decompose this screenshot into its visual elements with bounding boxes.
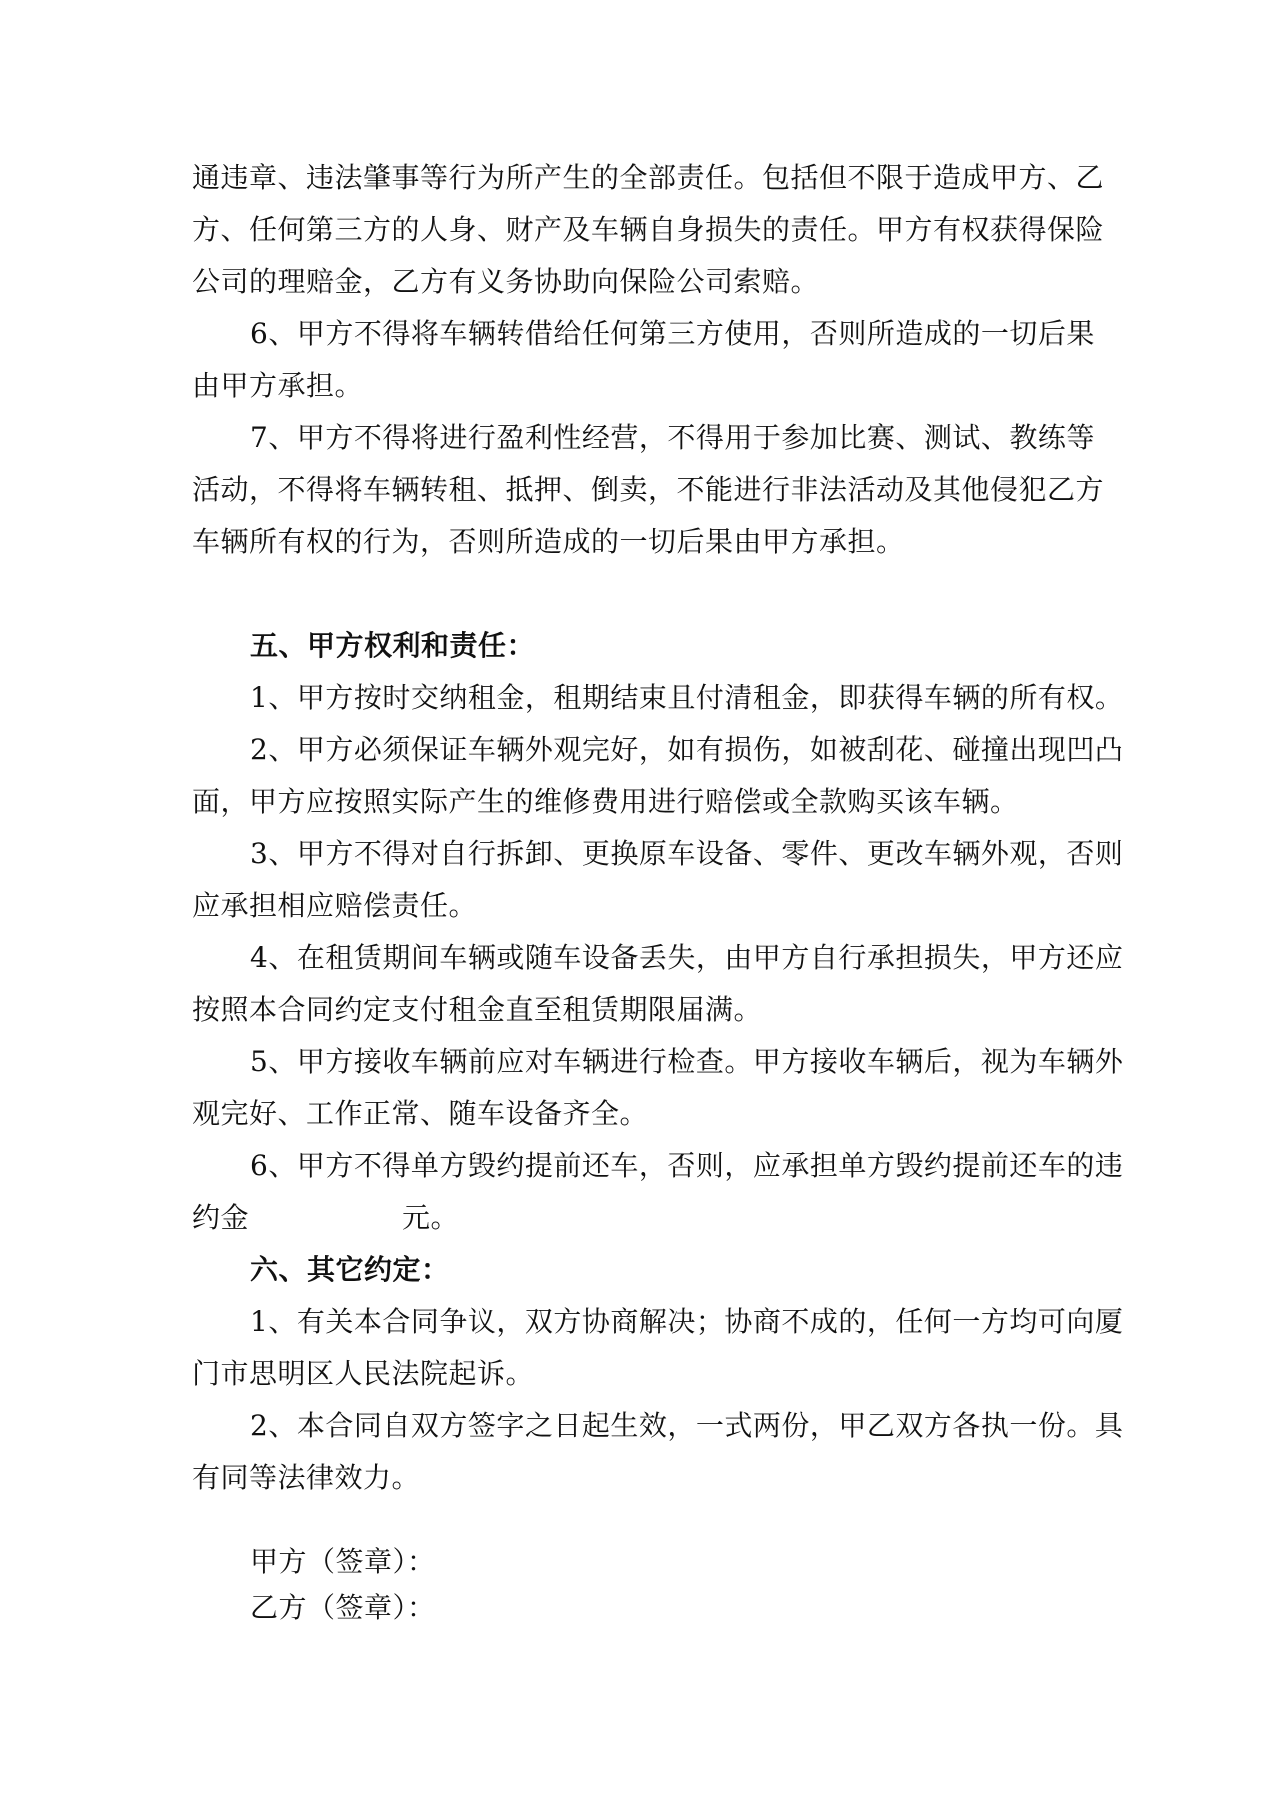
paragraph-line: 元。 [402, 1201, 460, 1234]
paragraph-line: 1、有关本合同争议，双方协商解决；协商不成的，任何一方均可向厦 [250, 1305, 1124, 1338]
paragraph-line: 1、甲方按时交纳租金，租期结束且付清租金，即获得车辆的所有权。 [250, 681, 1124, 714]
paragraph-line: 2、本合同自双方签字之日起生效，一式两份，甲乙双方各执一份。具 [250, 1409, 1124, 1442]
section-heading: 六、其它约定： [250, 1253, 450, 1286]
paragraph-line: 3、甲方不得对自行拆卸、更换原车设备、零件、更改车辆外观，否则 [250, 837, 1124, 870]
paragraph-line: 4、在租赁期间车辆或随车设备丢失，由甲方自行承担损失，甲方还应 [250, 941, 1124, 974]
paragraph-line: 车辆所有权的行为，否则所造成的一切后果由甲方承担。 [192, 525, 905, 558]
party-a-signature-label: 甲方（签章）： [250, 1545, 436, 1578]
paragraph-line: 6、甲方不得单方毁约提前还车，否则，应承担单方毁约提前还车的违 [250, 1149, 1124, 1182]
paragraph-line: 面，甲方应按照实际产生的维修费用进行赔偿或全款购买该车辆。 [192, 785, 1019, 818]
section-heading: 五、甲方权利和责任： [250, 629, 536, 662]
paragraph-line: 应承担相应赔偿责任。 [192, 889, 478, 922]
paragraph-line: 由甲方承担。 [192, 369, 364, 402]
paragraph-line: 6、甲方不得将车辆转借给任何第三方使用，否则所造成的一切后果 [250, 317, 1095, 350]
paragraph-line: 按照本合同约定支付租金直至租赁期限届满。 [192, 993, 763, 1026]
paragraph-line: 2、甲方必须保证车辆外观完好，如有损伤，如被刮花、碰撞出现凹凸 [250, 733, 1124, 766]
paragraph-line: 活动，不得将车辆转租、抵押、倒卖，不能进行非法活动及其他侵犯乙方 [192, 473, 1105, 506]
paragraph-line: 门市思明区人民法院起诉。 [192, 1357, 535, 1390]
paragraph-line: 公司的理赔金，乙方有义务协助向保险公司索赔。 [192, 265, 820, 298]
paragraph-line: 方、任何第三方的人身、财产及车辆自身损失的责任。甲方有权获得保险 [192, 213, 1105, 246]
party-b-signature-label: 乙方（签章）： [250, 1591, 436, 1624]
paragraph-line: 通违章、违法肇事等行为所产生的全部责任。包括但不限于造成甲方、乙 [192, 161, 1105, 194]
paragraph-line: 5、甲方接收车辆前应对车辆进行检查。甲方接收车辆后，视为车辆外 [250, 1045, 1124, 1078]
paragraph-line: 有同等法律效力。 [192, 1461, 421, 1494]
paragraph-line: 观完好、工作正常、随车设备齐全。 [192, 1097, 649, 1130]
paragraph-line: 约金 [192, 1201, 250, 1234]
paragraph-line: 7、甲方不得将进行盈利性经营，不得用于参加比赛、测试、教练等 [250, 421, 1095, 454]
